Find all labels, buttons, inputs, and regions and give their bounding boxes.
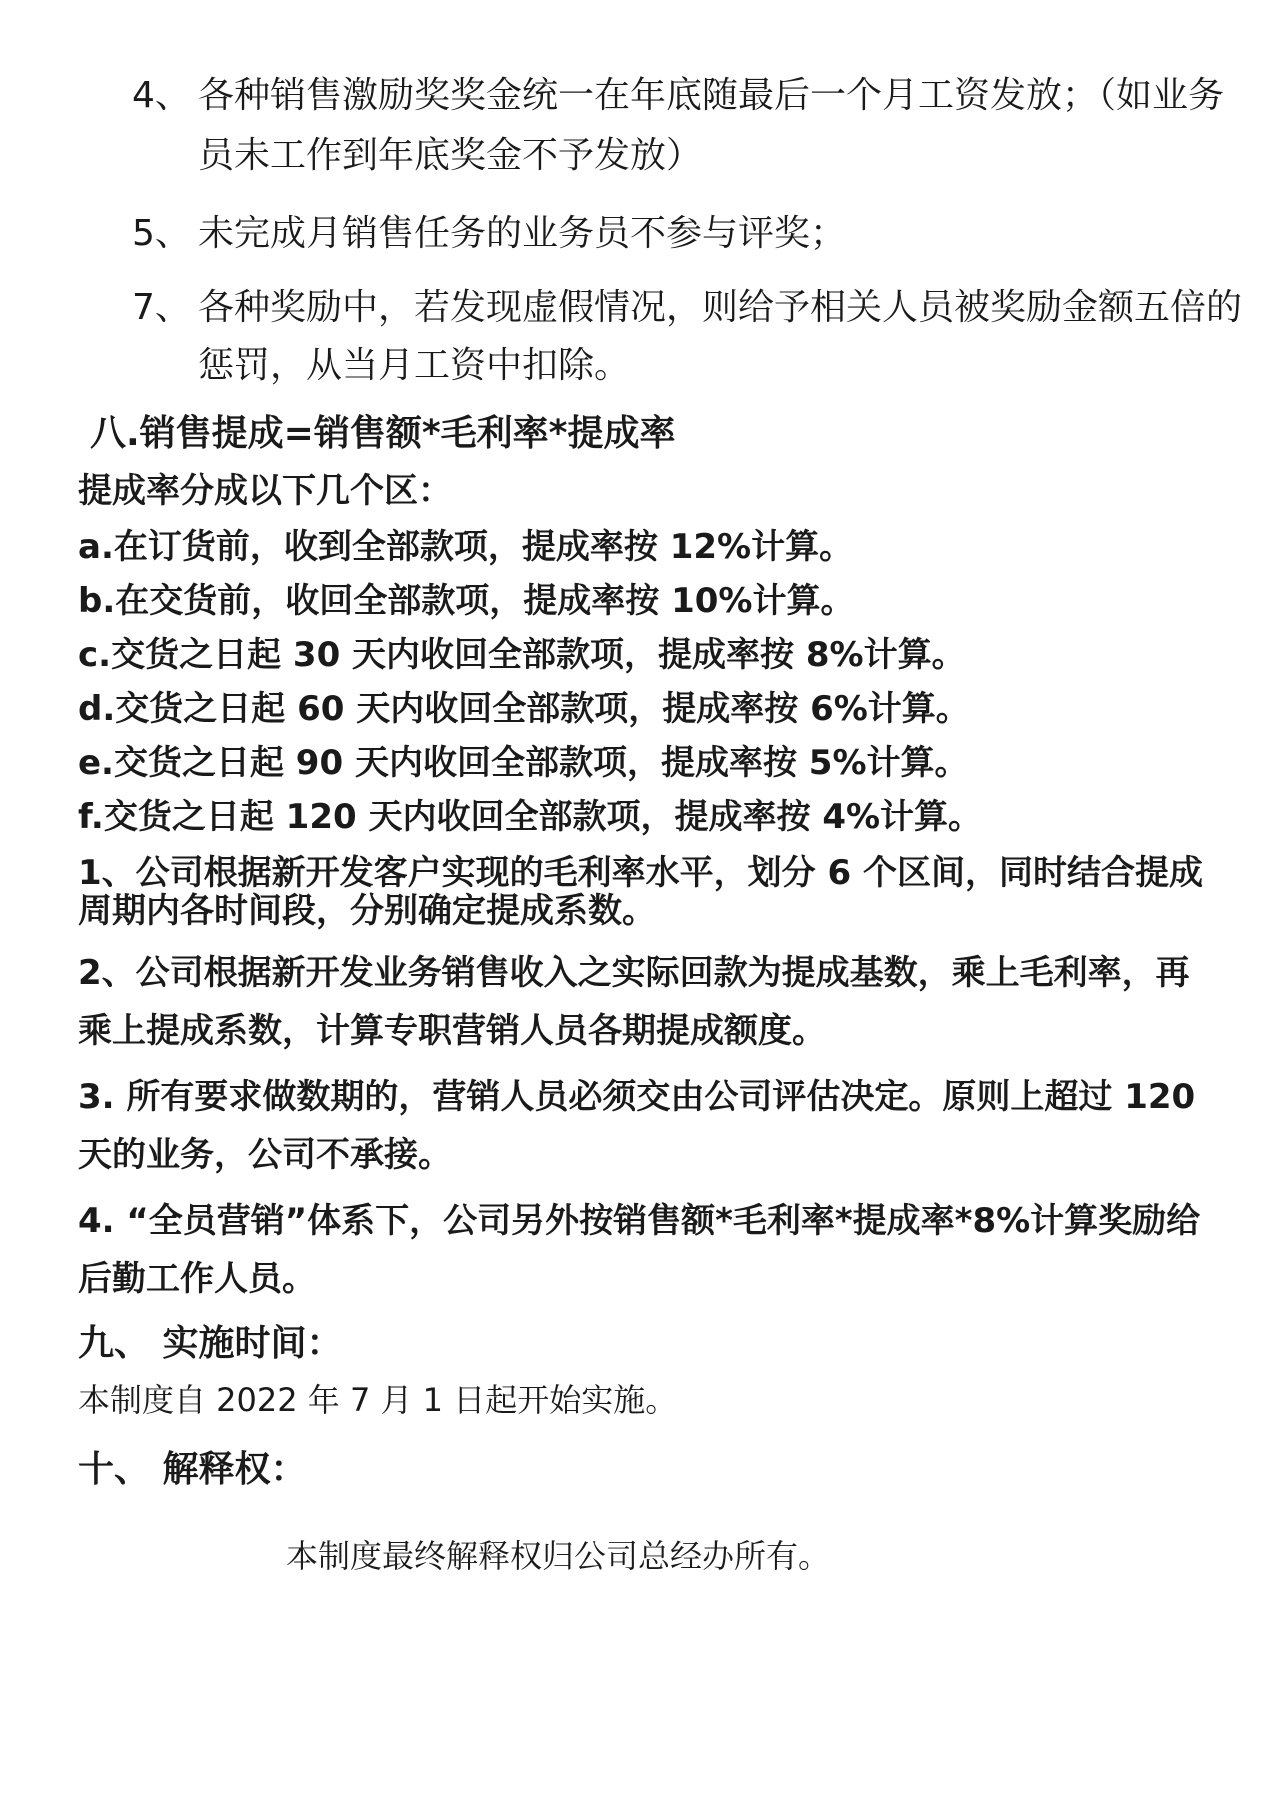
rule-1-line1: 1、公司根据新开发客户实现的毛利率水平，划分 6 个区间，同时结合提成 [78, 853, 1203, 893]
section-8-intro: 提成率分成以下几个区： [78, 471, 452, 511]
rate-item-a: a.在订货前，收到全部款项，提成率按 12%计算。 [78, 527, 854, 567]
item-4-number: 4、 [132, 75, 191, 116]
rule-4-line2: 后勤工作人员。 [78, 1259, 316, 1299]
rule-3-line1: 3. 所有要求做数期的，营销人员必须交由公司评估决定。原则上超过 120 [78, 1077, 1196, 1117]
item-5-text: 未完成月销售任务的业务员不参与评奖； [198, 213, 847, 254]
item-4-text-line2: 员未工作到年底奖金不予发放） [198, 135, 703, 176]
item-4-text-line1: 各种销售激励奖奖金统一在年底随最后一个月工资发放；（如业务 [198, 75, 1225, 116]
rule-1-line2: 周期内各时间段，分别确定提成系数。 [78, 891, 656, 931]
rule-3-line2: 天的业务，公司不承接。 [78, 1135, 452, 1175]
rule-2-line2: 乘上提成系数，计算专职营销人员各期提成额度。 [78, 1011, 826, 1051]
section-9-heading: 九、 实施时间： [78, 1323, 343, 1364]
item-7-text-line2: 惩罚，从当月工资中扣除。 [198, 345, 631, 386]
rule-4-line1: 4. “全员营销”体系下，公司另外按销售额*毛利率*提成率*8%计算奖励给 [78, 1201, 1201, 1241]
item-7-number: 7、 [132, 287, 191, 328]
rate-item-f: f.交货之日起 120 天内收回全部款项，提成率按 4%计算。 [78, 797, 983, 837]
rate-item-c: c.交货之日起 30 天内收回全部款项，提成率按 8%计算。 [78, 635, 966, 675]
rate-item-b: b.在交货前，收回全部款项，提成率按 10%计算。 [78, 581, 855, 621]
section-10-text: 本制度最终解释权归公司总经办所有。 [286, 1537, 831, 1575]
item-7-text-line1: 各种奖励中，若发现虚假情况，则给予相关人员被奖励金额五倍的 [198, 287, 1243, 328]
rule-2-line1: 2、公司根据新开发业务销售收入之实际回款为提成基数，乘上毛利率，再 [78, 953, 1190, 993]
section-8-heading: 八.销售提成=销售额*毛利率*提成率 [90, 413, 676, 454]
rate-item-d: d.交货之日起 60 天内收回全部款项，提成率按 6%计算。 [78, 689, 970, 729]
rate-item-e: e.交货之日起 90 天内收回全部款项，提成率按 5%计算。 [78, 743, 969, 783]
item-5-number: 5、 [132, 213, 191, 254]
section-9-text: 本制度自 2022 年 7 月 1 日起开始实施。 [78, 1381, 678, 1419]
section-10-heading: 十、 解释权： [78, 1449, 307, 1490]
